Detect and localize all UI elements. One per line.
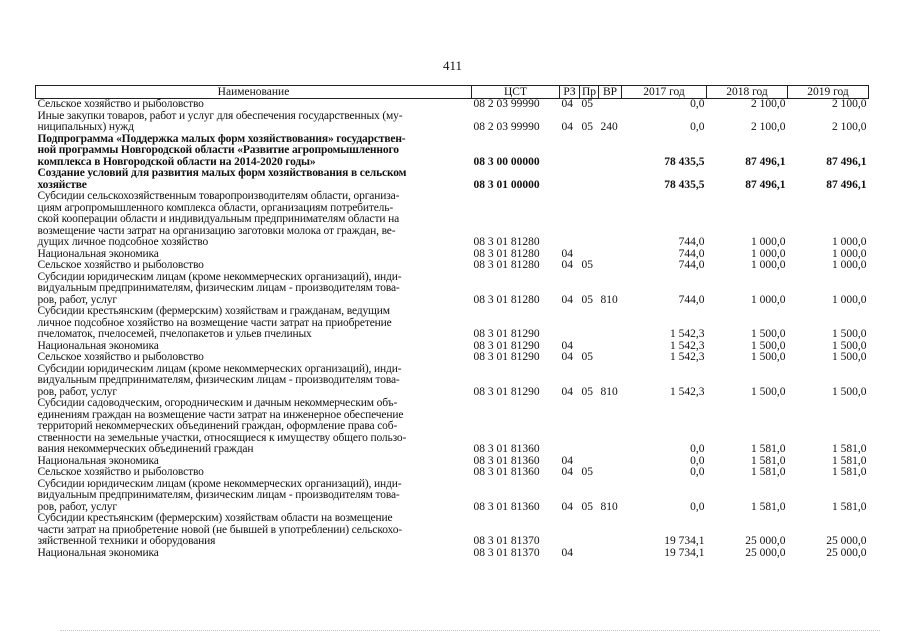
row-rz: 04 — [561, 259, 573, 271]
row-value-2018: 1 581,0 — [751, 443, 786, 455]
row-vr — [599, 341, 622, 353]
row-rz — [560, 513, 580, 548]
row-name: Субсидии садоводческим, огородническим и дачным некоммерческим объ- единениям граждан на возмещение части затрат на инженерное обеспечение территорий некоммерческих объединений граждан, оформление права соб- ственности на земельные участки, относящиеся к имуществу общего пользо- вания некоммерческих объединений граждан — [37, 397, 407, 455]
row-rz: 04 — [561, 500, 573, 513]
row-vr — [599, 398, 622, 456]
row-value-2017: 0,0 — [690, 466, 705, 478]
row-name: Субсидии сельскохозяйственным товаропроизводителям области, организа- циям агропромышленного комплекса области, организациям потребитель- ской кооперации области и индивидуальным предпринимателям области на возмещение части затрат на организацию заготовки молока от граждан, ве- дущих личное подсобное хозяйство — [37, 190, 400, 248]
row-value-2018: 25 000,0 — [745, 546, 786, 559]
row-cst: 08 2 03 99990 — [473, 98, 540, 110]
row-pr: 05 — [581, 121, 593, 133]
row-value-2019: 25 000,0 — [826, 546, 867, 559]
row-name: Подпрограмма «Поддержка малых форм хозяйствования» государствен- ной программы Новгородской области «Развитие агропромышленного комплекса в Новгородской области на 2014-2020 годы» — [37, 132, 406, 168]
row-name: Субсидии крестьянским (фермерским) хозяйствам области на возмещение части затрат на приобретение новой (не бывшей в употреблении) сельскохо- зяйственной техники и оборудования — [37, 512, 402, 547]
row-name: Субсидии юридическим лицам (кроме некоммерческих организаций), инди- видуальным предпринимателям, физическим лицам - производителям това- ров, работ, услуг — [37, 270, 402, 306]
row-rz: 04 — [561, 98, 573, 110]
row-pr — [580, 306, 599, 341]
row-name: Сельское хозяйство и рыболовство — [37, 351, 204, 363]
row-cst: 08 3 01 81280 — [473, 259, 540, 271]
row-value-2017: 744,0 — [678, 293, 705, 306]
row-value-2018: 1 500,0 — [751, 385, 786, 398]
row-value-2018: 1 000,0 — [751, 293, 786, 306]
row-cst: 08 3 01 81370 — [473, 535, 540, 547]
row-vr — [599, 306, 622, 341]
row-value-2017: 744,0 — [678, 236, 705, 248]
table-row — [36, 191, 869, 249]
table-row — [36, 513, 869, 548]
row-name: Национальная экономика — [37, 546, 159, 559]
row-cst: 08 3 01 81360 — [473, 454, 540, 467]
row-value-2017: 1 542,3 — [670, 351, 705, 363]
row-name: Иные закупки товаров, работ и услуг для обеспечения государственных (му- ниципальных) нужд — [37, 109, 403, 133]
row-value-2019: 2 100,0 — [832, 98, 867, 110]
row-value-2019: 1 000,0 — [832, 236, 867, 248]
scan-artifact-line — [60, 630, 880, 633]
row-name: Национальная экономика — [37, 339, 159, 352]
row-value-2019: 1 581,0 — [832, 466, 867, 478]
row-name: Создание условий для развития малых форм хозяйствования в сельском хозяйстве — [37, 167, 407, 191]
row-value-2019: 1 000,0 — [832, 293, 867, 306]
row-name: Субсидии юридическим лицам (кроме некоммерческих организаций), инди- видуальным предпринимателям, физическим лицам - производителям това- ров, работ, услуг — [37, 362, 402, 398]
row-rz: 04 — [561, 121, 573, 133]
row-pr — [580, 398, 599, 456]
row-cst: 08 3 01 81280 — [473, 293, 540, 306]
row-cst: 08 3 01 00000 — [473, 178, 540, 191]
row-cst: 08 3 01 81360 — [473, 443, 540, 455]
row-name: Сельское хозяйство и рыболовство — [37, 259, 204, 271]
row-cst: 08 2 03 99990 — [473, 121, 540, 133]
row-value-2019: 87 496,1 — [826, 178, 867, 191]
table-row — [36, 134, 869, 169]
row-name: Субсидии крестьянским (фермерским) хозяйствам и гражданам, ведущим личное подсобное хозяйство на возмещение части затрат на приобретение пчеломаток, пчелосемей, пчелопакетов и ульев пчелиных — [37, 305, 392, 340]
row-value-2018: 1 581,0 — [751, 500, 786, 513]
row-value-2018: 1 500,0 — [751, 351, 786, 363]
row-cst: 08 3 01 81360 — [473, 466, 540, 478]
row-value-2018: 1 000,0 — [751, 236, 786, 248]
row-value-2018: 87 496,1 — [745, 155, 786, 168]
header-2019: 2019 год — [788, 86, 869, 99]
row-rz — [560, 134, 580, 169]
row-pr: 05 — [581, 500, 593, 513]
row-pr — [580, 168, 599, 191]
row-value-2018: 1 000,0 — [751, 259, 786, 271]
row-value-2018: 1 500,0 — [751, 328, 786, 340]
row-value-2019: 1 500,0 — [832, 385, 867, 398]
row-pr: 05 — [581, 98, 593, 110]
table-row — [36, 364, 869, 399]
row-value-2019: 1 500,0 — [832, 339, 867, 352]
row-cst: 08 3 01 81280 — [473, 236, 540, 248]
row-rz: 04 — [561, 385, 573, 398]
row-rz — [560, 306, 580, 341]
row-vr — [599, 352, 622, 364]
header-cst: ЦСТ — [472, 86, 560, 99]
row-value-2017: 78 435,5 — [664, 155, 705, 168]
row-rz: 04 — [561, 293, 573, 306]
row-cst: 08 3 00 00000 — [473, 155, 540, 168]
table-row — [36, 99, 869, 111]
header-name: Наименование — [36, 86, 472, 99]
row-value-2017: 1 542,3 — [670, 328, 705, 340]
table-body — [36, 99, 869, 560]
row-value-2017: 0,0 — [690, 98, 705, 110]
row-vr — [599, 260, 622, 272]
row-value-2019: 1 000,0 — [832, 247, 867, 260]
row-value-2018: 2 100,0 — [751, 121, 786, 133]
row-vr — [599, 134, 622, 169]
page-number: 411 — [442, 58, 463, 73]
row-vr — [599, 513, 622, 548]
row-name: Национальная экономика — [37, 247, 159, 260]
row-value-2017: 1 542,3 — [670, 339, 705, 352]
row-rz: 04 — [561, 351, 573, 363]
row-vr: 810 — [600, 385, 618, 398]
row-rz: 04 — [561, 546, 573, 559]
row-value-2018: 25 000,0 — [745, 535, 786, 547]
row-value-2018: 2 100,0 — [751, 98, 786, 110]
row-value-2017: 19 734,1 — [664, 546, 705, 559]
row-value-2019: 1 000,0 — [832, 259, 867, 271]
table-row — [36, 168, 869, 191]
row-rz: 04 — [561, 339, 573, 352]
header-2018: 2018 год — [707, 86, 788, 99]
row-value-2018: 1 581,0 — [751, 466, 786, 478]
row-vr — [599, 168, 622, 191]
row-rz — [560, 191, 580, 249]
row-pr: 05 — [581, 351, 593, 363]
row-pr: 05 — [581, 466, 593, 478]
row-value-2019: 1 581,0 — [832, 454, 867, 467]
row-pr: 05 — [581, 385, 593, 398]
row-value-2019: 1 500,0 — [832, 351, 867, 363]
row-value-2019: 1 581,0 — [832, 500, 867, 513]
row-value-2017: 19 734,1 — [664, 535, 705, 547]
row-pr — [580, 191, 599, 249]
row-value-2017: 744,0 — [678, 259, 705, 271]
row-value-2017: 78 435,5 — [664, 178, 705, 191]
row-name: Сельское хозяйство и рыболовство — [37, 466, 204, 478]
row-vr — [599, 456, 622, 468]
header-rz: РЗ — [560, 86, 580, 99]
row-value-2018: 1 500,0 — [751, 339, 786, 352]
table-row — [36, 306, 869, 341]
header-pr: Пр — [580, 86, 599, 99]
row-vr — [599, 191, 622, 249]
table-row — [36, 111, 869, 134]
table-row — [36, 352, 869, 364]
table-row — [36, 272, 869, 307]
table-row — [36, 398, 869, 456]
row-vr — [599, 99, 622, 111]
row-vr: 810 — [600, 500, 618, 513]
row-cst: 08 3 01 81290 — [473, 351, 540, 363]
header-vr: ВР — [599, 86, 622, 99]
table-header-row — [36, 86, 869, 99]
row-value-2018: 1 581,0 — [751, 454, 786, 467]
header-2017: 2017 год — [622, 86, 707, 99]
table-row — [36, 548, 869, 560]
row-value-2019: 25 000,0 — [826, 535, 867, 547]
table-row — [36, 260, 869, 272]
row-value-2017: 0,0 — [690, 443, 705, 455]
row-vr — [599, 548, 622, 560]
row-cst: 08 3 01 81370 — [473, 546, 540, 559]
row-rz: 04 — [561, 247, 573, 260]
row-pr: 05 — [581, 293, 593, 306]
row-vr — [599, 249, 622, 261]
row-rz — [560, 398, 580, 456]
row-value-2017: 744,0 — [678, 247, 705, 260]
row-rz: 04 — [561, 466, 573, 478]
table-row — [36, 479, 869, 514]
row-vr: 240 — [600, 121, 618, 133]
row-cst: 08 3 01 81290 — [473, 339, 540, 352]
row-name: Национальная экономика — [37, 454, 159, 467]
table-row — [36, 467, 869, 479]
row-pr — [580, 548, 599, 560]
row-value-2017: 0,0 — [690, 454, 705, 467]
row-value-2017: 0,0 — [690, 500, 705, 513]
row-rz: 04 — [561, 454, 573, 467]
row-value-2017: 0,0 — [690, 121, 705, 133]
row-name: Сельское хозяйство и рыболовство — [37, 98, 204, 110]
row-value-2017: 1 542,3 — [670, 385, 705, 398]
row-pr — [580, 134, 599, 169]
row-name: Субсидии юридическим лицам (кроме некоммерческих организаций), инди- видуальным предпринимателям, физическим лицам - производителям това- ров, работ, услуг — [37, 477, 402, 513]
row-vr: 810 — [600, 293, 618, 306]
row-cst: 08 3 01 81360 — [473, 500, 540, 513]
row-pr — [580, 513, 599, 548]
row-pr: 05 — [581, 259, 593, 271]
row-value-2019: 1 581,0 — [832, 443, 867, 455]
row-rz — [560, 168, 580, 191]
row-value-2018: 1 000,0 — [751, 247, 786, 260]
row-value-2018: 87 496,1 — [745, 178, 786, 191]
row-cst: 08 3 01 81280 — [473, 247, 540, 260]
row-vr — [599, 467, 622, 479]
row-cst: 08 3 01 81290 — [473, 328, 540, 340]
row-value-2019: 1 500,0 — [832, 328, 867, 340]
row-cst: 08 3 01 81290 — [473, 385, 540, 398]
row-value-2019: 2 100,0 — [832, 121, 867, 133]
budget-table — [35, 85, 869, 559]
row-value-2019: 87 496,1 — [826, 155, 867, 168]
